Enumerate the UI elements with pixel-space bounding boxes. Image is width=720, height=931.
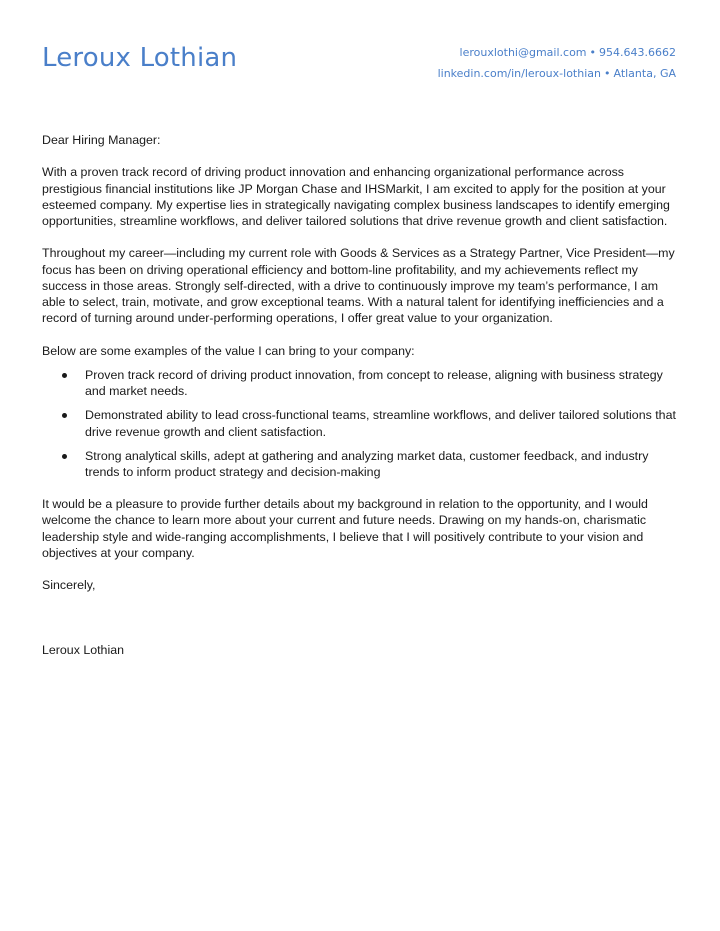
paragraph-closing: It would be a pleasure to provide further details about my background in relation to the opportunity, and I would welcome the chance to learn more about your current and future needs. Drawing on my hands-on, charismatic leadership style and wide-ranging accomplishments, I believe that I will positively contribute to your vision and objectives at your company.	[42, 497, 648, 560]
signature-name: Leroux Lothian	[42, 642, 124, 657]
phone-number: 954.643.6662	[599, 46, 676, 59]
contact-line-1	[438, 42, 676, 63]
applicant-name: Leroux Lothian	[42, 43, 238, 73]
salutation: Dear Hiring Manager:	[42, 133, 161, 147]
bullet-icon	[62, 373, 67, 378]
list-item	[42, 407, 682, 439]
paragraph-career: Throughout my career—including my current role with Goods & Services as a Strategy Partner, Vice President—my focus has been on driving operational efficiency and bottom-line profitability, and my achievements reflect my success in those areas. Strongly self-directed, with a drive to continuously improve my team’s performance, I am able to select, train, motivate, and grow exceptional teams. With a natural talent for identifying inefficiencies and a record of turning around under-performing operations, I offer great value to your organization.	[42, 246, 675, 326]
closing-phrase: Sincerely,	[42, 578, 96, 593]
letter-header	[0, 0, 720, 110]
paragraph-intro: With a proven track record of driving product innovation and enhancing organizational performance across prestigious financial institutions like JP Morgan Chase and IHSMarkit, I am excited to apply for the position at your esteemed company. My expertise lies in strategically navigating complex business landscapes to identify emerging opportunities, streamline workflows, and deliver tailored solutions that drive revenue growth and client satisfaction.	[42, 165, 670, 228]
separator-bullet: •	[603, 67, 611, 80]
contact-line-2	[438, 63, 676, 84]
signature-space	[42, 610, 682, 642]
location: Atlanta, GA	[613, 67, 676, 80]
list-item-text: Strong analytical skills, adept at gathering and analyzing market data, customer feedback, and industry trends to inform product strategy and decision-making	[85, 448, 649, 479]
paragraph-value-intro: Below are some examples of the value I can bring to your company:	[42, 343, 415, 358]
bullet-icon	[62, 454, 67, 459]
separator-bullet: •	[589, 46, 597, 59]
contact-block	[438, 42, 676, 84]
value-bullet-list	[42, 367, 682, 480]
bullet-icon	[62, 413, 67, 418]
email-address: lerouxlothi@gmail.com	[459, 46, 587, 59]
list-item	[42, 448, 682, 480]
letter-body	[42, 132, 682, 674]
list-item-text: Proven track record of driving product innovation, from concept to release, aligning with business strategy and market needs.	[85, 367, 663, 399]
list-item-text: Demonstrated ability to lead cross-functional teams, streamline workflows, and deliver tailored solutions that drive revenue growth and client satisfaction.	[85, 408, 676, 439]
linkedin-url: linkedin.com/in/leroux-lothian	[437, 67, 601, 80]
list-item	[42, 367, 682, 399]
